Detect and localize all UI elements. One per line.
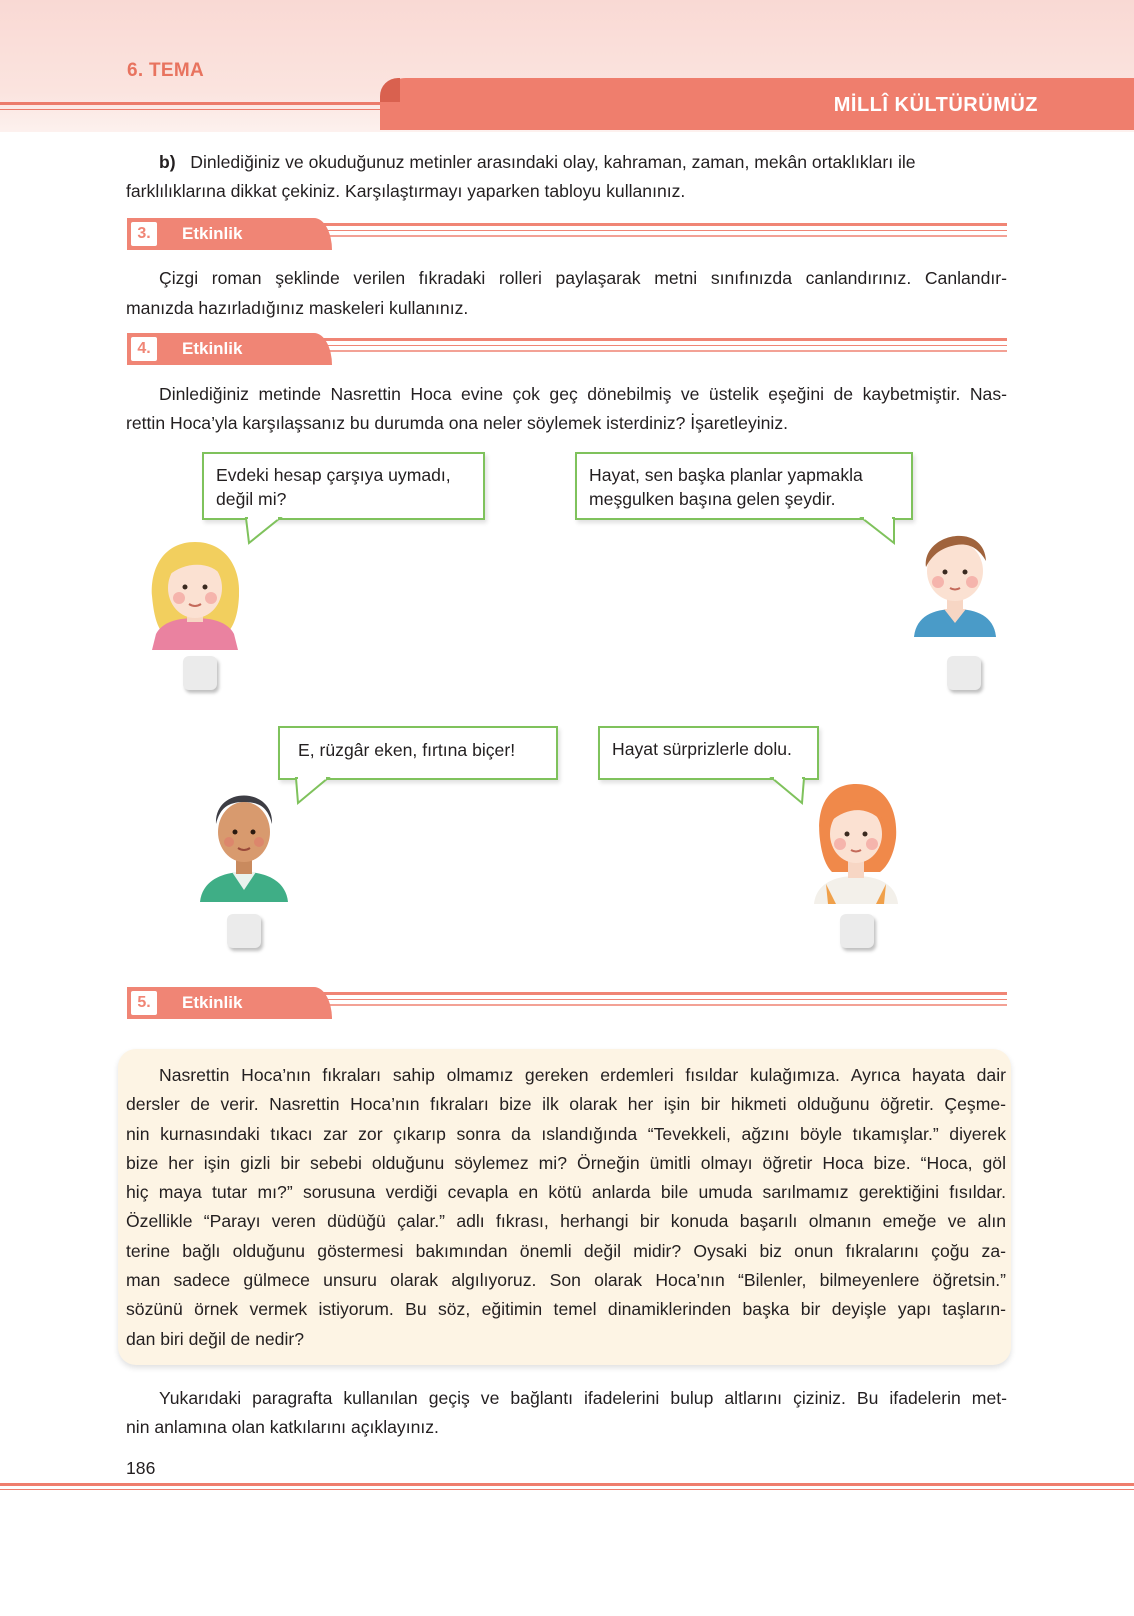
activity-4-line2: rettin Hoca’yla karşılaşsanız bu durumda ona neler söylemek isterdiniz? İşaretleyiniz. [126, 413, 789, 433]
bubble-text-line: Evdeki hesap çarşıya uymadı, [216, 465, 451, 485]
speech-bubble-3 [278, 726, 558, 780]
header-rule [0, 102, 395, 105]
activity-rule-thin [297, 230, 1007, 231]
blonde-girl-avatar [142, 538, 248, 650]
activity-label: Etkinlik [182, 224, 243, 243]
activity-rule-low [317, 235, 1007, 237]
task-line1: Yukarıdaki paragrafta kullanılan geçiş ve bağlantı ifadelerini bulup altlarını çiziniz. Bu ifadelerin met- [159, 1388, 1007, 1408]
activity-rule-thin [297, 999, 1007, 1000]
section-b-line2: farklılıklarına dikkat çekiniz. Karşılaştırmayı yaparken tabloyu kullanınız. [126, 181, 686, 201]
header-rule-thin [0, 109, 395, 110]
passage-text [126, 1061, 1006, 1354]
passage-line: terine bağlı olduğunu göstermesi bakımından önemli değil midir? Oysaki biz onun fıkralarını çoğu za- [126, 1240, 1006, 1261]
footer-rule [0, 1483, 1134, 1486]
checkbox-1[interactable] [183, 656, 217, 690]
passage-line: Nasrettin Hoca’nın fıkraları sahip olmamız gereken erdemleri fısıldar kulağımıza. Ayrıca hayata dair [159, 1065, 1006, 1085]
speech-bubble-2 [575, 452, 913, 520]
bubble-text-line: değil mi? [216, 489, 287, 509]
activity-3-line2: manızda hazırladığınız maskeleri kullanınız. [126, 298, 469, 318]
activity-number: 4. [129, 335, 159, 363]
page-number: 186 [126, 1458, 156, 1478]
speech-bubble-1 [202, 452, 485, 520]
activity-4-line1: Dinlediğiniz metinde Nasrettin Hoca evine çok geç dönebilmiş ve üstelik eşeğini de kaybetmiştir. Nas- [159, 384, 1007, 404]
activity-3-header [127, 218, 1007, 250]
bubble-text-line: meşgulken başına gelen şeydir. [589, 489, 836, 509]
bubble-text-line: Hayat, sen başka planlar yapmakla [589, 465, 863, 485]
passage-line: sözünü örnek vermek istiyorum. Bu söz, eğitimin temel dinamiklerinden başka bir deyişle yapı taşların- [126, 1299, 1006, 1320]
activity-rule-low [317, 1004, 1007, 1006]
speech-bubble-tail [768, 776, 808, 806]
checkbox-4[interactable] [840, 914, 874, 948]
speech-bubble-4 [598, 726, 819, 780]
section-b-line1 [159, 148, 1005, 177]
activity-rule [297, 223, 1007, 226]
passage-line: dan biri değil de nedir? [126, 1328, 305, 1349]
activity-4-header [127, 333, 1007, 365]
section-b-text1: Dinlediğiniz ve okuduğunuz metinler arasındaki olay, kahraman, zaman, mekân ortaklıkları ile [190, 152, 916, 172]
activity-rule [297, 992, 1007, 995]
bubble-text-line: Hayat sürprizlerle dolu. [612, 739, 792, 759]
checkbox-2[interactable] [947, 656, 981, 690]
activity-rule-low [317, 350, 1007, 352]
activity-rule [297, 338, 1007, 341]
passage-line: nin kurnasındaki tıkacı zar zor çıkarıp sonra da ıslandığında “Tevekkeli, ağzını böyle tıkamışlar.” diyerek [126, 1123, 1006, 1144]
task-line2: nin anlamına olan katkılarını açıklayınız. [126, 1417, 439, 1437]
activity-number: 3. [129, 220, 159, 248]
speech-bubble-tail [244, 516, 284, 546]
passage-line: hiç maya tutar mı?” sorusuna verdiği cevapla en kötü anlarda bile umuda sarılmamız gerektiğini fısıldar. [126, 1182, 1006, 1203]
activity-5-header [127, 987, 1007, 1019]
section-b-marker: b) [159, 152, 176, 172]
footer-rule-thin [0, 1489, 1134, 1490]
red-hair-girl-avatar [806, 780, 906, 904]
checkbox-3[interactable] [227, 914, 261, 948]
passage-line: bize her işin gizli bir sebebi olduğunu söylemez mi? Örneğin ümitli olmayı öğretir Hoca bize. “Hoca, göl [126, 1152, 1006, 1173]
activity-rule-thin [297, 345, 1007, 346]
brown-hair-boy-avatar [908, 517, 1002, 643]
activity-label: Etkinlik [182, 339, 243, 358]
activity-number: 5. [129, 989, 159, 1017]
theme-number: 6. TEMA [127, 60, 205, 81]
speech-bubble-tail [858, 516, 898, 546]
theme-title: MİLLÎ KÜLTÜRÜMÜZ [833, 94, 1038, 116]
bubble-text-line: E, rüzgâr eken, fırtına biçer! [298, 740, 516, 760]
passage-line: man sadece gülmece unsuru olarak algılıyoruz. Son olarak Hoca’nın “Bilenler, bilmeyenlere öğretsin.” [126, 1270, 1006, 1291]
dark-hair-boy-avatar [196, 778, 292, 904]
activity-label: Etkinlik [182, 993, 243, 1012]
activity-3-line1: Çizgi roman şeklinde verilen fıkradaki rolleri paylaşarak metni sınıfınızda canlandırınız. Canlandır- [159, 268, 1007, 288]
passage-line: dersler de verir. Nasrettin Hoca’nın fıkraları bize ilk olarak her işin bir hikmeti olduğunu öğretir. Çeşme- [126, 1094, 1006, 1115]
speech-bubble-tail [292, 776, 332, 806]
passage-line: Özellikle “Parayı veren düdüğü çalar.” adlı fıkrası, herhangi bir konuda başarılı olmanın emeğe ve alın [126, 1211, 1006, 1232]
